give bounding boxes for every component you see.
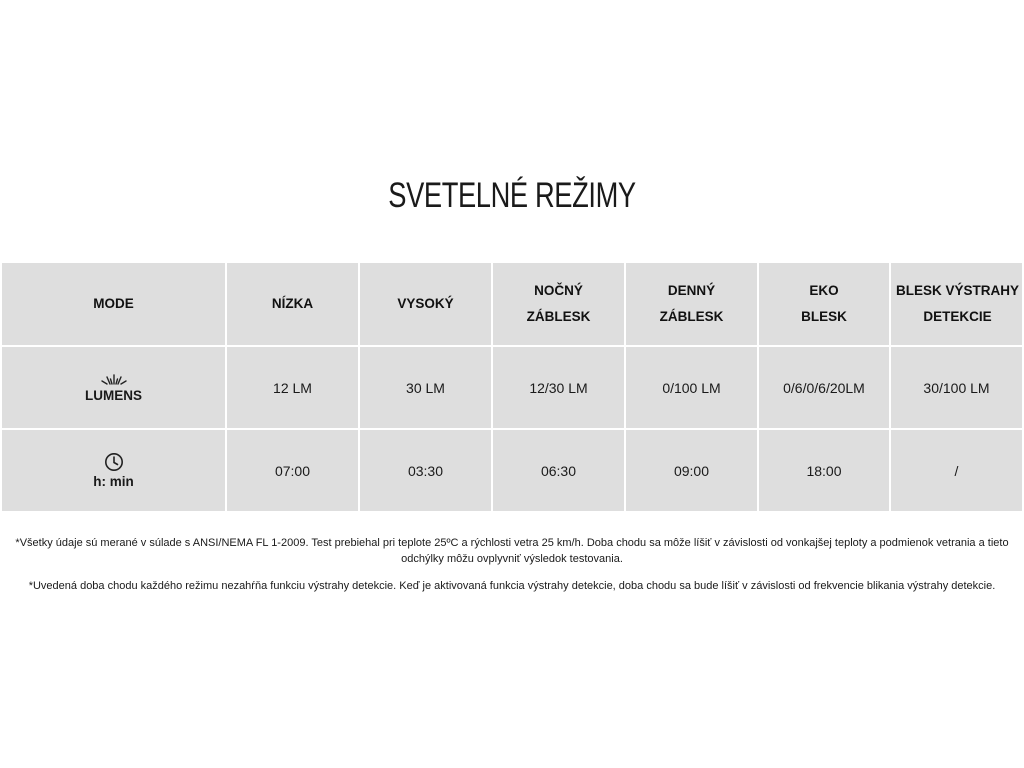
header-eco-flash bbox=[758, 262, 890, 346]
header-mode: MODE bbox=[1, 262, 226, 346]
footnote-detection-alert: *Uvedená doba chodu každého režimu nezahŕňa funkciu výstrahy detekcie. Keď je aktivovaná funkcia výstrahy detekcie, doba chodu sa bude líšiť v závislosti od frekvencie blikania výstrahy detekcie. bbox=[28, 580, 996, 592]
row-head-lumens bbox=[1, 346, 226, 429]
row-head-runtime bbox=[1, 429, 226, 512]
table-row bbox=[1, 346, 1023, 429]
table-row bbox=[1, 429, 1023, 512]
header-detection-alert-label: BLESK VÝSTRAHY DETEKCIE bbox=[895, 283, 1020, 324]
header-night-flash bbox=[492, 262, 625, 346]
header-low: NÍZKA bbox=[226, 262, 359, 346]
light-modes-table bbox=[0, 261, 1024, 513]
table-cell: 0/100 LM bbox=[625, 346, 758, 429]
row-label-lumens: LUMENS bbox=[85, 388, 142, 403]
header-night-flash-label: NOČNÝ ZÁBLESK bbox=[526, 283, 591, 324]
table-cell: 07:00 bbox=[226, 429, 359, 512]
table-cell: 18:00 bbox=[758, 429, 890, 512]
header-day-flash-label: DENNÝ ZÁBLESK bbox=[659, 283, 724, 324]
table-cell: 12/30 LM bbox=[492, 346, 625, 429]
clock-icon bbox=[104, 452, 124, 472]
table-cell: 30 LM bbox=[359, 346, 492, 429]
table-cell: / bbox=[890, 429, 1023, 512]
header-row bbox=[1, 262, 1023, 346]
table-cell: 03:30 bbox=[359, 429, 492, 512]
row-label-runtime: h: min bbox=[93, 474, 134, 489]
table-cell: 09:00 bbox=[625, 429, 758, 512]
footnote-measurement: *Všetky údaje sú merané v súlade s ANSI/NEMA FL 1-2009. Test prebiehal pri teplote 25ºC a rýchlosti vetra 25 km/h. Doba chodu sa môže líšiť v závislosti od vonkajšej teploty a podmienok vetrania a tieto odchýlky môžu ovplyvniť výsledok testovania. bbox=[15, 537, 1009, 565]
table-cell: 30/100 LM bbox=[890, 346, 1023, 429]
header-eco-flash-label: EKO BLESK bbox=[801, 283, 847, 324]
header-day-flash bbox=[625, 262, 758, 346]
table-cell: 0/6/0/6/20LM bbox=[758, 346, 890, 429]
table-cell: 06:30 bbox=[492, 429, 625, 512]
header-detection-alert bbox=[890, 262, 1023, 346]
header-high: VYSOKÝ bbox=[359, 262, 492, 346]
page-title: SVETELNÉ REŽIMY bbox=[388, 176, 636, 215]
light-burst-icon bbox=[101, 372, 127, 386]
table-cell: 12 LM bbox=[226, 346, 359, 429]
